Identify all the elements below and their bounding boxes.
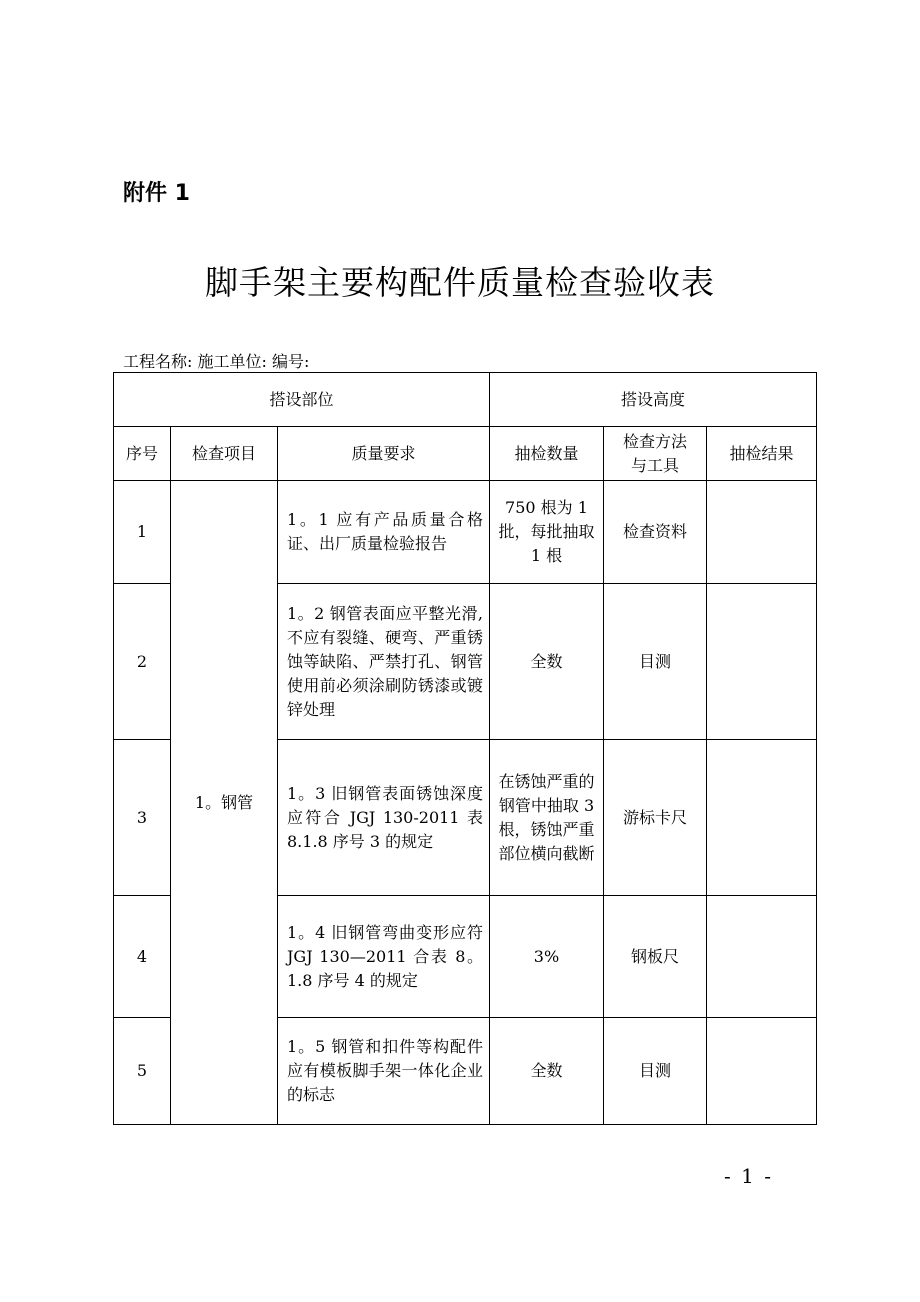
project-info-line: 工程名称: 施工单位: 编号: [123,352,310,371]
row-no: 2 [114,584,171,740]
attachment-label: 附件 1 [123,181,190,206]
row-method: 检查资料 [604,481,707,584]
page-title: 脚手架主要构配件质量检查验收表 [205,263,715,302]
row-method: 游标卡尺 [604,740,707,896]
row-sample: 在锈蚀严重的钢管中抽取 3 根，锈蚀严重部位横向截断 [490,740,604,896]
row-result [707,481,817,584]
row-requirement: 1。4 旧钢管弯曲变形应符 JGJ 130—2011 合表 8。1.8 序号 4 的规定 [278,896,490,1018]
site-location-label: 搭设部位 [114,373,490,427]
row-result [707,896,817,1018]
col-header-no: 序号 [114,427,171,481]
table-header-row [114,427,817,481]
row-requirement: 1。2 钢管表面应平整光滑,不应有裂缝、硬弯、严重锈蚀等缺陷、严禁打孔、钢管使用前必须涂刷防锈漆或镀锌处理 [278,584,490,740]
site-info-row [114,373,817,427]
row-result [707,740,817,896]
row-sample: 全数 [490,1018,604,1125]
page-number: - 1 - [724,1164,773,1188]
inspection-table [113,372,817,1125]
row-sample: 全数 [490,584,604,740]
row-method: 目测 [604,1018,707,1125]
site-height-label: 搭设高度 [490,373,817,427]
row-requirement: 1。1 应有产品质量合格证、出厂质量检验报告 [278,481,490,584]
item-group-cell: 1。钢管 [171,481,278,1125]
row-no: 1 [114,481,171,584]
row-method: 钢板尺 [604,896,707,1018]
col-header-requirement: 质量要求 [278,427,490,481]
row-no: 5 [114,1018,171,1125]
row-no: 4 [114,896,171,1018]
col-header-result: 抽检结果 [707,427,817,481]
table-row [114,481,817,584]
row-result [707,584,817,740]
row-requirement: 1。5 钢管和扣件等构配件应有模板脚手架一体化企业的标志 [278,1018,490,1125]
row-no: 3 [114,740,171,896]
col-header-method: 检查方法与工具 [604,427,707,481]
col-header-sample: 抽检数量 [490,427,604,481]
row-sample: 3% [490,896,604,1018]
row-sample: 750 根为 1 批，每批抽取 1 根 [490,481,604,584]
row-requirement: 1。3 旧钢管表面锈蚀深度应符合 JGJ 130-2011 表 8.1.8 序号 3 的规定 [278,740,490,896]
row-result [707,1018,817,1125]
col-header-item: 检查项目 [171,427,278,481]
row-method: 目测 [604,584,707,740]
